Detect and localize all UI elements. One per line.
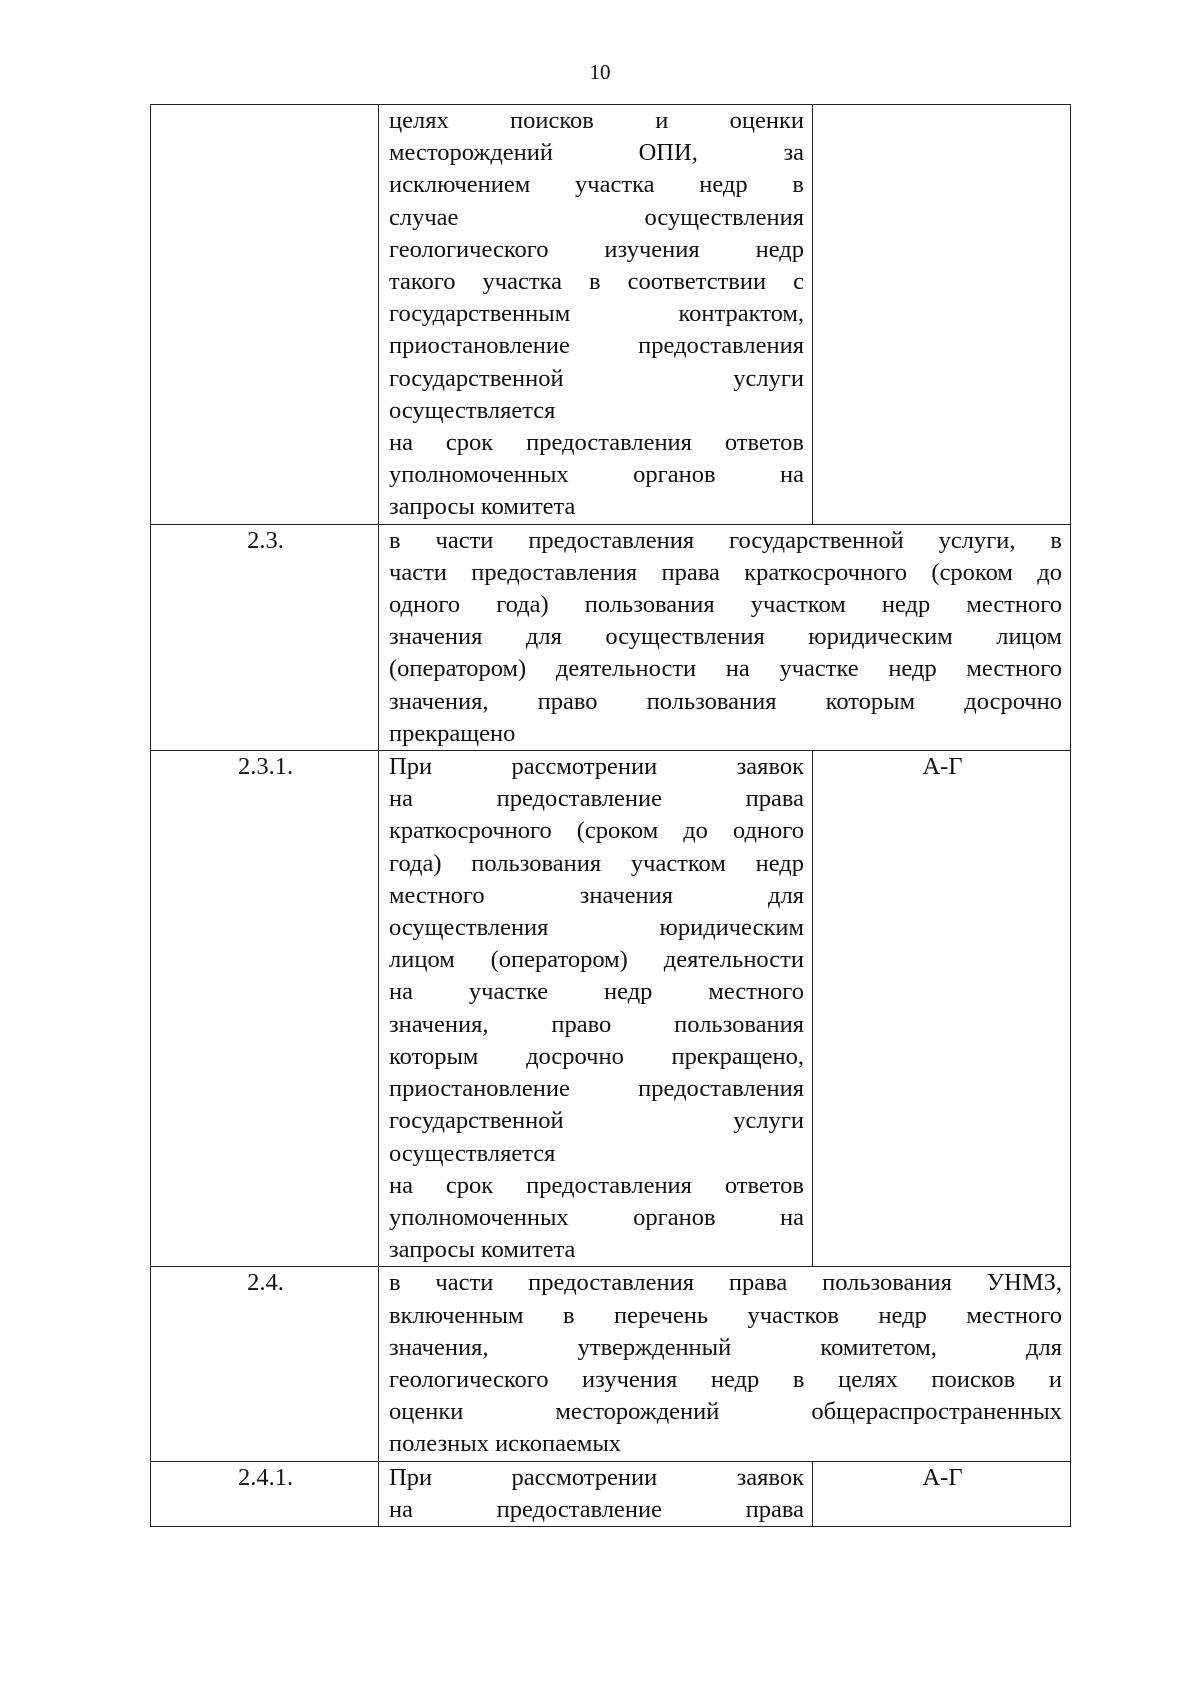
text-line: исключением участка недр в [389,171,804,199]
text-line: одного года) пользования участком недр местного [389,591,1062,619]
text-line: запросы комитета [389,1236,576,1264]
row-section-text-cell [379,1267,1071,1461]
row-number-cell [151,105,379,525]
text-line: части предоставления права краткосрочного (сроком до [389,558,1062,586]
text-line: на предоставление права [389,785,804,813]
text-line: лицом (оператором) деятельности [389,946,804,974]
text-line: (оператором) деятельности на участке недр местного [389,655,1062,683]
row-text-cell [379,751,813,1267]
page-number: 10 [589,60,611,84]
text-line: осуществляется [389,1139,556,1167]
table-row [151,751,1071,1267]
text-line: значения для осуществления юридическим лицом [389,623,1062,651]
text-line: на срок предоставления ответов [389,429,804,457]
text-line: запросы комитета [389,493,576,521]
text-line: оценки месторождений общераспространенных [389,1398,1062,1426]
text-line: такого участка в соответствии с [389,268,804,296]
text-line: полезных ископаемых [389,1430,622,1458]
text-line: При рассмотрении заявок [389,753,804,781]
text-line: на предоставление права [389,1495,804,1523]
table-row [151,105,1071,525]
table-row [151,1461,1071,1526]
text-line: геологического изучения недр в целях поисков и [389,1365,1062,1393]
text-line: осуществления юридическим [389,914,804,942]
requirements-table [150,104,1071,1527]
row-number-cell: 2.4. [151,1267,379,1461]
text-line: государственной услуги [389,364,804,392]
text-line: государственной услуги [389,1107,804,1135]
row-section-text-cell [379,524,1071,750]
row-code-cell: А-Г [813,1461,1071,1526]
text-line: значения, право пользования [389,1010,804,1038]
text-line: месторождений ОПИ, за [389,139,804,167]
text-line: уполномоченных органов на [389,461,804,489]
text-line: в части предоставления государственной услуги, в [389,526,1062,554]
text-line: государственным контрактом, [389,300,804,328]
text-line: года) пользования участком недр [389,849,804,877]
row-code-cell: А-Г [813,751,1071,1267]
table-row [151,524,1071,750]
text-line: в части предоставления права пользования УНМЗ, [389,1269,1062,1297]
text-line: которым досрочно прекращено, [389,1042,804,1070]
text-line: включенным в перечень участков недр местного [389,1301,1062,1329]
text-line: местного значения для [389,881,804,909]
text-line: значения, право пользования которым досрочно [389,687,1062,715]
text-line: осуществляется [389,396,556,424]
text-line: приостановление предоставления [389,1075,804,1103]
text-line: уполномоченных органов на [389,1203,804,1231]
row-number-cell: 2.3.1. [151,751,379,1267]
text-line: приостановление предоставления [389,332,804,360]
text-line: целях поисков и оценки [389,107,804,134]
text-line: на срок предоставления ответов [389,1171,804,1199]
table-row [151,1267,1071,1461]
text-line: геологического изучения недр [389,235,804,263]
text-line: на участке недр местного [389,978,804,1006]
text-line: краткосрочного (сроком до одного [389,817,804,845]
text-line: значения, утвержденный комитетом, для [389,1333,1062,1361]
text-line: прекращено [389,719,516,747]
row-number-cell: 2.3. [151,524,379,750]
text-line: случае осуществления [389,203,804,231]
row-code-cell [813,105,1071,525]
row-text-cell [379,105,813,525]
text-line: При рассмотрении заявок [389,1463,804,1491]
row-text-cell [379,1461,813,1526]
row-number-cell: 2.4.1. [151,1461,379,1526]
